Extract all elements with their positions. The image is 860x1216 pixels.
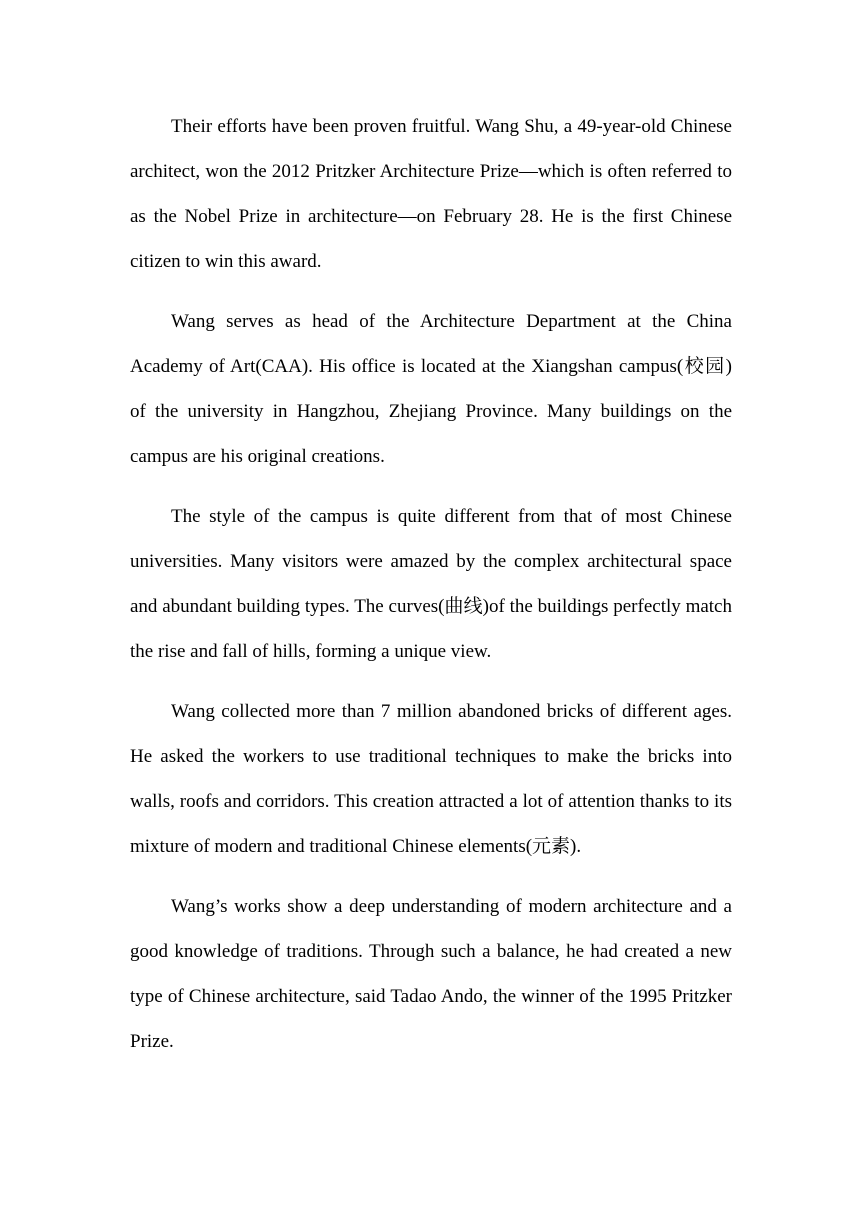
paragraph-1: Their efforts have been proven fruitful. Wang Shu, a 49-year-old Chinese architect, won the 2012 Pritzker Architecture Prize—which is often referred to as the Nobel Prize in architecture—on February 28. He is the first Chinese citizen to win this award. bbox=[130, 116, 732, 272]
paragraph-3: The style of the campus is quite different from that of most Chinese universities. Many visitors were amazed by the complex architectural space and abundant building types. The curves(曲线)of the buildings perfectly match the rise and fall of hills, forming a unique view. bbox=[130, 506, 732, 662]
paragraph-2: Wang serves as head of the Architecture Department at the China Academy of Art(CAA). His office is located at the Xiangshan campus(校园) of the university in Hangzhou, Zhejiang Province. Many buildings on the campus are his original creations. bbox=[130, 311, 732, 467]
document-page bbox=[130, 104, 732, 1079]
paragraph-4: Wang collected more than 7 million abandoned bricks of different ages. He asked the workers to use traditional techniques to make the bricks into walls, roofs and corridors. This creation attracted a lot of attention thanks to its mixture of modern and traditional Chinese elements(元素). bbox=[130, 701, 732, 857]
paragraph-5: Wang’s works show a deep understanding of modern architecture and a good knowledge of traditions. Through such a balance, he had created a new type of Chinese architecture, said Tadao Ando, the winner of the 1995 Pritzker Prize. bbox=[130, 896, 732, 1052]
